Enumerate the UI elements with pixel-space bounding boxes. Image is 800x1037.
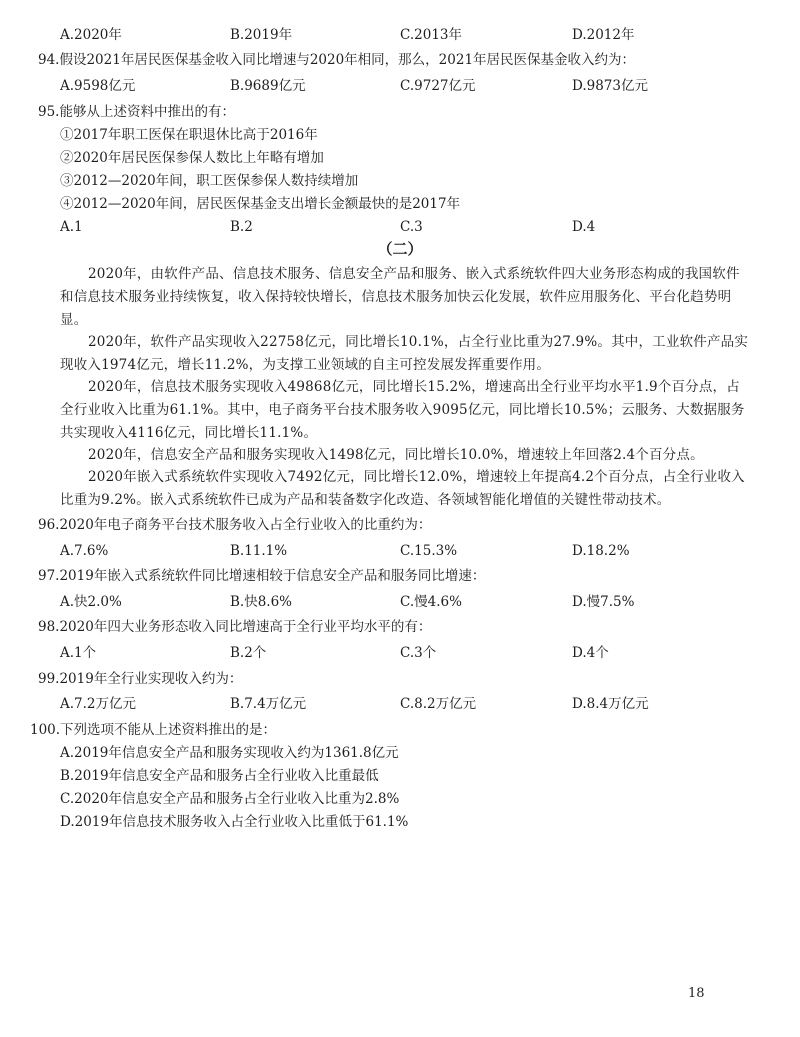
option-a: A.2019年信息安全产品和服务实现收入约为1361.8亿元 [60,745,399,761]
option-d: D.2012年 [572,27,635,43]
q99-options [0,693,800,715]
paragraph-embedded: 2020年嵌入式系统软件实现收入7492亿元，同比增长12.0%，增速较上年提高4.2个百分点，占全行业收入比重为9.2%。嵌入式系统软件已成为产品和装备数字化改造、各领域智能化增值的关键性带动技术。 [60,469,745,508]
paragraph-software-products: 2020年，软件产品实现收入22758亿元，同比增长10.1%，占全行业比重为27.9%。其中，工业软件产品实现收入1974亿元，增长11.2%，为支撑工业领域的自主可控发展发挥重要作用。 [60,334,749,373]
option-a: A.7.2万亿元 [60,696,137,712]
q97-options [0,591,800,613]
option-b: B.2个 [230,645,267,661]
option-c: C.8.2万亿元 [400,696,477,712]
q96-options [0,540,800,562]
option-a: A.快2.0% [60,594,122,610]
option-b: B.9689亿元 [230,78,306,94]
option-a: A.2020年 [60,27,122,43]
option-c: C.2013年 [400,27,462,43]
q98-options [0,642,800,664]
option-d: D.4个 [572,645,609,661]
q95-options [0,216,800,238]
section-title: （二） [377,240,423,258]
option-b: B.快8.6% [230,594,293,610]
option-c: C.3 [400,219,423,235]
q93-options [0,24,800,46]
option-a: A.9598亿元 [60,78,136,94]
option-a: A.1个 [60,645,97,661]
option-d: D.9873亿元 [572,78,648,94]
question-94-stem: 94.假设2021年居民医保基金收入同比增速与2020年相同，那么，2021年居民医保基金收入约为： [38,52,636,68]
option-b: B.2019年信息安全产品和服务占全行业收入比重最低 [60,768,379,784]
question-95-stem: 95.能够从上述资料中推出的有： [38,104,235,120]
option-d: D.8.4万亿元 [572,696,649,712]
option-c: C.3个 [400,645,437,661]
statement-1: ①2017年职工医保在职退休比高于2016年 [60,127,318,143]
option-b: B.7.4万亿元 [230,696,307,712]
option-d: D.2019年信息技术服务收入占全行业收入比重低于61.1% [60,814,409,830]
q94-options [0,75,800,97]
question-98-stem: 98.2020年四大业务形态收入同比增速高于全行业平均水平的有： [38,619,432,635]
paragraph-it-services: 2020年，信息技术服务实现收入49868亿元，同比增长15.2%，增速高出全行业平均水平1.9个百分点，占全行业收入比重为61.1%。其中，电子商务平台技术服务收入9095亿元，同比增长10.5%；云服务、大数据服务共实现收入4116亿元，同比增长11.1%。 [60,379,745,441]
statement-4: ④2012—2020年间，居民医保基金支出增长金额最快的是2017年 [60,196,461,212]
option-b: B.2 [230,219,253,235]
option-d: D.4 [572,219,596,235]
option-b: B.11.1% [230,543,288,559]
page-number: 18 [688,986,705,1001]
paragraph-overview: 2020年，由软件产品、信息技术服务、信息安全产品和服务、嵌入式系统软件四大业务形态构成的我国软件和信息技术服务业持续恢复，收入保持较快增长，信息技术服务加快云化发展，软件应用服务化、平台化趋势明显。 [60,266,740,328]
option-c: C.15.3% [400,543,458,559]
option-d: D.18.2% [572,543,630,559]
paragraph-security: 2020年，信息安全产品和服务实现收入1498亿元，同比增长10.0%，增速较上年回落2.4个百分点。 [88,447,704,463]
option-c: C.慢4.6% [400,594,462,610]
option-a: A.1 [60,219,83,235]
statement-3: ③2012—2020年间，职工医保参保人数持续增加 [60,173,359,189]
question-99-stem: 99.2019年全行业实现收入约为： [38,671,243,687]
question-100-stem: 100.下列选项不能从上述资料推出的是： [30,722,277,738]
option-c: C.2020年信息安全产品和服务占全行业收入比重为2.8% [60,791,400,807]
question-96-stem: 96.2020年电子商务平台技术服务收入占全行业收入的比重约为： [38,517,432,533]
option-b: B.2019年 [230,27,293,43]
option-c: C.9727亿元 [400,78,476,94]
option-d: D.慢7.5% [572,594,635,610]
option-a: A.7.6% [60,543,109,559]
statement-2: ②2020年居民医保参保人数比上年略有增加 [60,150,324,166]
question-97-stem: 97.2019年嵌入式系统软件同比增速相较于信息安全产品和服务同比增速： [38,568,486,584]
